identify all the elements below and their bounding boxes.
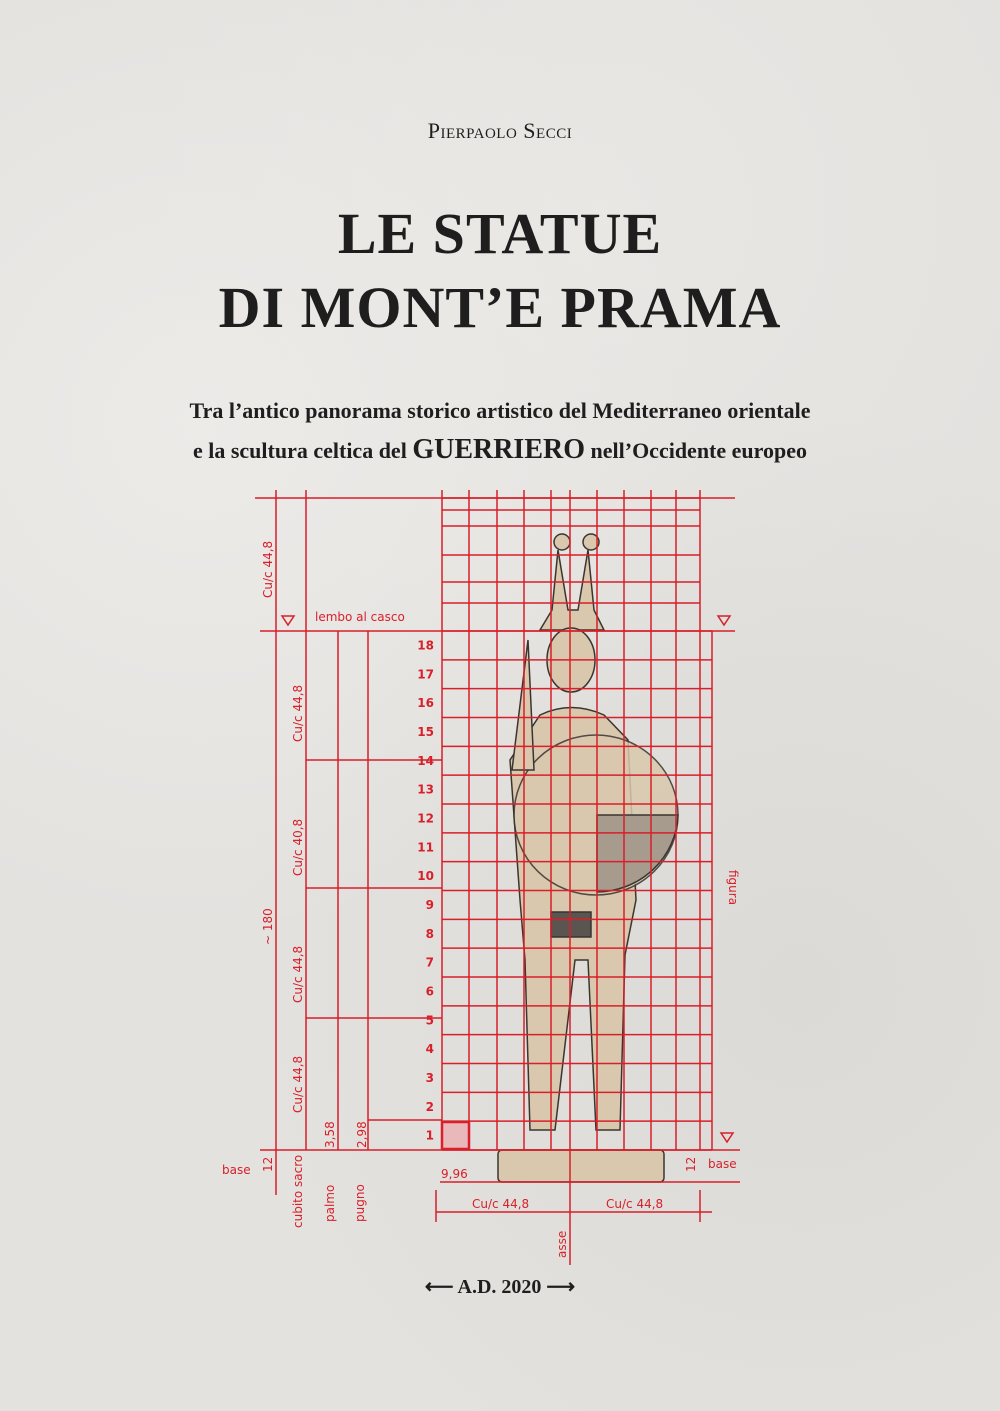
author-name: Pierpaolo Secci [427,118,573,143]
label-asse: asse [555,1230,569,1258]
label-cu-top: Cu/c 44,8 [261,540,275,598]
row-number: 1 [425,1128,434,1143]
row-number: 15 [417,724,434,739]
row-number: 9 [425,897,434,912]
row-number: 17 [417,667,434,682]
label-base-right: base [708,1157,737,1171]
module-square [442,1122,469,1149]
label-lembo: lembo al casco [315,610,405,624]
row-number: 2 [425,1099,434,1114]
subtitle-line-1: Tra l’antico panorama storico artistico del Mediterraneo orientale [189,398,811,423]
label-palmo-value: 3,58 [323,1121,337,1148]
subtitle-emphasis: GUERRIERO [412,434,586,465]
row-number: 7 [425,955,434,970]
subtitle-post: nell’Occidente europeo [590,438,808,463]
title-line-1: LE STATUE [337,201,663,266]
left-arrow-ornament: ⟵ [424,1276,458,1298]
title-line-2: DI MONT’E PRAMA [218,275,782,340]
level-marker-icon [718,616,730,625]
label-cu-2: Cu/c 44,8 [291,684,305,742]
label-cubito: cubito sacro [291,1154,305,1228]
label-base-right-value: 12 [684,1156,698,1172]
row-number: 11 [417,840,434,855]
row-number: 16 [417,696,434,711]
right-arrow-ornament: ⟶ [541,1276,576,1298]
label-palmo: palmo [323,1184,337,1222]
level-marker-icon [721,1133,733,1142]
label-cu-3: Cu/c 40,8 [291,818,305,876]
label-total: ~ 180 [261,908,275,945]
row-number: 13 [417,782,434,797]
label-pugno-value: 2,98 [355,1121,369,1148]
row-number: 6 [425,984,434,999]
row-number: 10 [417,869,434,884]
row-number: 4 [425,1042,434,1057]
label-cu-5: Cu/c 44,8 [291,1055,305,1113]
label-base-left: base [222,1163,251,1177]
label-module: 9,96 [441,1167,468,1181]
row-number: 3 [425,1070,434,1085]
row-number: 8 [425,926,434,941]
label-base-left-value: 12 [261,1156,275,1172]
publication-year [0,1274,1000,1299]
level-marker-icon [282,616,294,625]
row-number: 12 [417,811,434,826]
year-text: A.D. 2020 [457,1276,542,1298]
row-number: 5 [425,1013,434,1028]
row-number: 14 [417,753,434,768]
label-cu-bottom-left: Cu/c 44,8 [472,1197,530,1211]
row-number: 18 [417,638,434,653]
label-pugno: pugno [353,1184,367,1222]
label-cu-4: Cu/c 44,8 [291,945,305,1003]
label-cu-bottom-right: Cu/c 44,8 [606,1197,664,1211]
subtitle-pre: e la scultura celtica del [192,438,407,463]
label-figura: figura [726,870,740,906]
